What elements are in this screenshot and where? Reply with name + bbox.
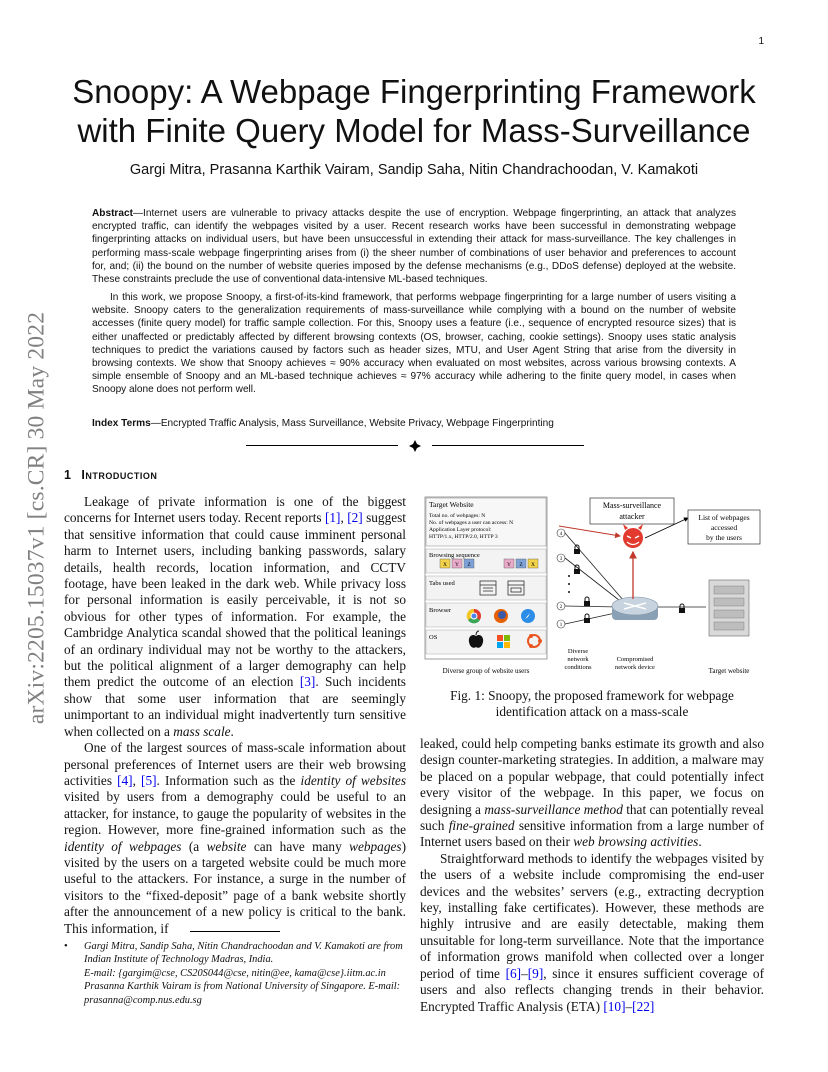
title-line-1: Snoopy: A Webpage Fingerprinting Framework: [72, 73, 756, 110]
abstract-paragraph-2: In this work, we propose Snoopy, a first-of-its-kind framework, that performs webpage fingerprinting for a large number of users visiting a website. Snoopy caters to the generalization requirements of mass-surveillance while complying with a bound on the number of website accesses (finite query model) for traffic sample collection. For this, Snoopy uses a feature (i.e., sequence of encrypted resource sizes) that is either unaffected or predictably affected by different browsing contexts (OS, browser, caching, cookie settings). Snoopy uses static analysis techniques to predict the variations caused by factors such as header sizes, MTU, and User Agent String that arise from the diversity in browsing contexts. We show that Snoopy achieves ≈ 90% accuracy when evaluated on most websites, across various browsing contexts. A simple ensemble of Snoopy and an ML-based technique achieves ≈ 97% accuracy while adhering to the finite query model, in cases when Snoopy alone does not perform well.: [92, 292, 736, 396]
svg-text:2: 2: [559, 605, 563, 610]
compromised-label-1: Compromised: [616, 656, 654, 663]
devil-icon: [623, 524, 643, 548]
abstract-label: Abstract: [92, 208, 133, 219]
page-number: 1: [758, 36, 764, 47]
section-divider: [246, 440, 584, 452]
diverse-network-label-1: Diverse: [567, 648, 589, 655]
figure-1-diagram: [424, 496, 764, 680]
sequence-1: [440, 559, 474, 568]
svg-text:Y: Y: [507, 562, 511, 568]
target-line-1: Total no. of webpages: N: [429, 513, 486, 519]
section-heading: [64, 468, 157, 482]
intro-paragraph-1: Leakage of private information is one of the biggest concerns for Internet users today. Recent reports [1], [2] suggest that sensitive information that could cause imminent personal harm to Internet users, including banking passwords, salary details, health records, location information, and CCTV footage, have been leaked in the dark web. While privacy loss for personal information is easily perceivable, it is not so obvious for other types of information. For example, the Cambridge Analytica scandal showed that the political leanings of an ordinary individual may not be worthy to the attackers, but the political alignment of a larger demography can help them predict the outcome of an election [3]. Such incidents show that some user information that are seemingly unimportant to an individual might inadvertently turn sensitive when collected on a mass scale.: [64, 494, 406, 739]
footnote-email: E-mail: {gargim@cse, CS20S044@cse, nitin@ee, kama@cse}.iitm.ac.in: [84, 967, 386, 979]
os-label: OS: [429, 634, 438, 641]
footnote-rule: [190, 931, 280, 932]
target-website-title: Target Website: [429, 500, 474, 509]
abstract-paragraph-1: [92, 207, 736, 286]
footnote-affiliation: Gargi Mitra, Sandip Saha, Nitin Chandrachoodan and V. Kamakoti are from Indian Institute of Technology Madras, India.: [84, 941, 403, 966]
title-line-2: with Finite Query Model for Mass-Surveillance: [77, 112, 751, 149]
target-line-3: Application Layer protocol:: [429, 527, 492, 533]
intro-paragraph-2: One of the largest sources of mass-scale information about personal preferences of Internet users are their web browsing activities [4], [5]. Information such as the identity of websites visited by users from a demography could be useful to an attacker, for instance, to gauge the popularity of websites in the region. However, more fine-grained information such as the identity of webpages (a website can have many webpages) visited by the users on a targeted website could be much more useful to the attackers. For instance, a surge in the number of visitors to the “fixed-deposit” page of a bank website shortly after the announcement of a new policy is critical to the bank. This information, if: [64, 740, 406, 936]
intro-paragraph-4: Straightforward methods to identify the webpages visited by the users of a website include compromising the end-user devices and the websites’ servers (e.g., extracting decryption key, installing fake certificates). However, these methods are highly intrusive and are easily detectable, making them unsuitable for long-term surveillance. Note that the importance of information grows manifold when collected over a longer period of time [6]–[9], since it ensures sufficient coverage of users and also reflects changing trends in their behavior. Encrypted Traffic Analysis (ETA) [10]–[22]: [420, 850, 764, 1014]
citation-link[interactable]: [2]: [347, 510, 363, 526]
index-terms: [92, 417, 736, 430]
attacker-label-2: attacker: [619, 512, 645, 521]
diverse-users-label: Diverse group of website users: [442, 667, 530, 675]
paper-title: [60, 72, 768, 150]
svg-text:3: 3: [559, 557, 563, 562]
left-column: [64, 494, 406, 937]
right-column: [420, 736, 764, 1015]
citation-link[interactable]: [4]: [117, 772, 133, 788]
webpage-list-label-1: List of webpages: [698, 513, 750, 522]
firefox-icon: [494, 609, 508, 623]
attacker-label-1: Mass-surveillance: [602, 501, 662, 510]
citation-link[interactable]: [3]: [299, 674, 316, 690]
target-line-4: HTTP/1.x, HTTP/2.0, HTTP 3: [429, 534, 498, 540]
svg-text:Z: Z: [467, 562, 471, 568]
svg-text:4: 4: [559, 532, 563, 537]
webpage-list-label-2: accessed: [710, 523, 738, 532]
tabs-used-label: Tabs used: [429, 580, 455, 587]
citation-link[interactable]: [1]: [324, 510, 341, 526]
router-icon: [612, 597, 658, 620]
citation-link[interactable]: [10]: [603, 998, 626, 1014]
arxiv-stamp: [22, 278, 52, 758]
safari-icon: [521, 609, 535, 623]
observe-arrow: [559, 526, 620, 536]
svg-text:X: X: [443, 562, 447, 568]
diamond-icon: [409, 440, 421, 452]
webpage-list-label-3: by the users: [706, 533, 742, 542]
user-markers: [557, 529, 565, 628]
browsing-sequence-label: Browsing sequence: [429, 552, 480, 559]
index-terms-text: —Encrypted Traffic Analysis, Mass Surveillance, Website Privacy, Webpage Fingerprinting: [150, 418, 554, 429]
ellipsis-dots: [568, 575, 570, 593]
footnote: [64, 940, 406, 1007]
section-title: Introduction: [81, 468, 158, 482]
arxiv-stamp-text: arXiv:2205.15037v1 [cs.CR] 30 May 2022: [23, 311, 50, 725]
target-line-2: No. of webpages a user can access: N: [429, 520, 514, 526]
diverse-network-label-3: conditions: [564, 664, 592, 671]
citation-link[interactable]: [6]: [505, 965, 522, 981]
compromised-label-2: network device: [615, 664, 655, 671]
citation-link[interactable]: [5]: [141, 772, 157, 788]
browser-label: Browser: [429, 607, 452, 614]
abstract-text-1: —Internet users are vulnerable to privacy attacks despite the use of encryption. Webpage fingerprinting, an attack that analyzes encrypted traffic, can identify the webpages visited by a user. Recent research works have been successful in demonstrating webpage fingerprinting attacks on individual users, but have been unsuccessful in extending their attack for mass-surveillance. The key challenges in performing mass-scale webpage fingerprinting arises from (i) the sheer number of combinations of user behavior and preferences to account for, and; (ii) the bound on the number of website queries imposed by the defense mechanisms (e.g., DDoS defense) deployed at the website. These constraints preclude the use of conventional data-intensive ML-based techniques.: [92, 208, 736, 286]
svg-text:X: X: [531, 562, 535, 568]
authors: Gargi Mitra, Prasanna Karthik Vairam, Sandip Saha, Nitin Chandrachoodan, V. Kamakoti: [129, 162, 699, 178]
sequence-2: [504, 559, 538, 568]
figure-caption: Fig. 1: Snoopy, the proposed framework for webpage identification attack on a mass-scale: [450, 688, 734, 720]
server-icon: [709, 580, 749, 636]
target-website-label: Target website: [708, 667, 750, 675]
citation-link[interactable]: [22]: [632, 998, 655, 1014]
footnote-affiliation-2: Prasanna Karthik Vairam is from National University of Singapore. E-mail: prasanna@comp.nus.edu.sg: [84, 981, 401, 1006]
citation-link[interactable]: [9]: [527, 965, 544, 981]
footnote-bullet: •: [64, 941, 68, 952]
svg-text:1: 1: [559, 623, 563, 628]
index-terms-label: Index Terms: [92, 418, 151, 429]
intro-paragraph-3: leaked, could help competing banks estimate its growth and also design counter-marketing strategies. In addition, a malware may be placed on a popular webpage, that could potentially infect every visitor of the webpage. In this paper, we focus on designing a mass-surveillance method that can potentially reveal such fine-grained sensitive information from a large number of Internet users based on their web browsing activities.: [420, 736, 765, 850]
diverse-network-label-2: network: [567, 656, 589, 663]
svg-text:Z: Z: [519, 562, 523, 568]
svg-text:Y: Y: [455, 562, 459, 568]
section-number: 1: [64, 468, 71, 482]
